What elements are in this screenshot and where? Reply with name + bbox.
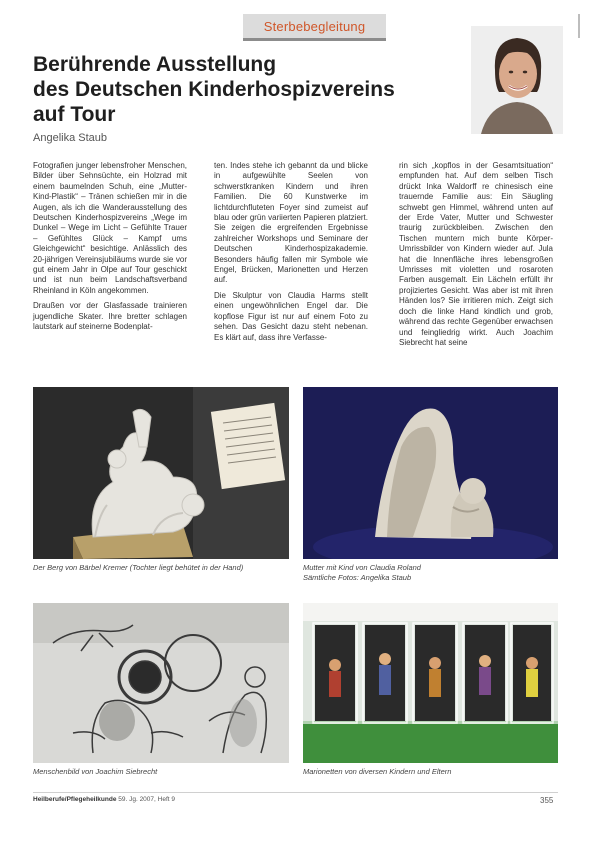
title-line-3: auf Tour [33,103,116,126]
section-label: Sterbebegleitung [263,18,366,34]
author-portrait [471,26,563,134]
page-number: 355 [540,796,554,805]
photo-mother-child-sculpture [303,387,558,559]
header-rule [578,14,580,38]
paragraph: Die Skulptur von Claudia Harms stellt einen ungewöhnlichen Engel dar. Die kopflose Figur ist nur auf einem Foto zu sehen. Das Gesicht dazu steht nebenan. Es klärt auf, dass ihre Verfasse- [214,290,368,342]
photo-mountain-sculpture [33,387,289,559]
text-column-2 [214,161,368,348]
issue-info: 59. Jg. 2007, Heft 9 [118,796,175,803]
journal-name: Heilberufe/Pflegeheilkunde [33,796,117,803]
author-name: Angelika Staub [33,132,107,144]
paragraph: Fotografien junger lebensfroher Menschen, Bilder über Sehnsüchte, ein Holzrad mit einem baumelnden Schuh, eine „Mutter-Kind-Plastik“ – Tränen schießen mir in die Augen, als ich die Wanderausstellung des Deutschen Kinderhospizvereins „Wege im Dunkel – Wege im Licht – Gefühlte Trauer – Gefühltes Glück – Kampf ums Gleichgewicht“ besichtige. Anlässlich des 20-jährigen Vereinsjubiläums wurde sie vor gut einem Jahr in Olpe auf Tour geschickt und ist nun beim Landschaftsverband Rheinland in Köln angekommen. [33,161,187,295]
caption-line: Mutter mit Kind von Claudia Roland [303,563,421,572]
paragraph: ten. Indes stehe ich gebannt da und blicke in aufgewühlte Seelen von schwerstkranken Kindern und ihren Familien. Die 60 Kunstwerke im lichtdurchfluteten Foyer sind zumeist auf blau oder grün variierten Papieren platziert. Sie zeigen die ergreifenden Ergebnisse zahlreicher Workshops und Seminare der Deutschen Kinderhospizakademie. Besonders häufig fallen mir Symbole wie Engel, Brücken, Marionetten und Herzen auf. [214,161,368,285]
title-line-1: Berührende Ausstellung [33,53,277,76]
caption: Der Berg von Bärbel Kremer (Tochter liegt behütet in der Hand) [33,563,244,572]
article-title [33,52,433,127]
footer-rule [33,792,558,793]
section-tab [243,14,386,41]
caption: Marionetten von diversen Kindern und Eltern [303,767,452,776]
photo-marionettes [303,603,558,763]
photo-credit: Sämtliche Fotos: Angelika Staub [303,572,412,582]
paragraph: rin sich „kopflos in der Gesamtsituation“ empfunden hat. Auf dem selben Tisch drückt Inka Waldorff re chinesisch eine trauernde Familie aus: Ein Säugling schwebt gen Himmel, während unten auf der Erde Vater, Mutter und Schwester traurig zurückbleiben. Zwischen den Tischen muntern mich bunte Körper-Umrissbilder von Kindern wieder auf. Jula hat die Innenfläche ihres lebensgroßen Umrisses mit violetten und rosaroten Farben ausgemalt. Ein Lächeln erfüllt ihr projiziertes Gesicht. Was aber ist mit ihren Händen los? Sie irritieren mich. Zeigt sich doch die linke Hand kindlich und grob, während das rechte Gegenüber erwachsen und feingliedrig wirkt. Auch Joachim Siebrecht hat seine [399,161,553,347]
paragraph: Draußen vor der Glasfassade trainieren jugendliche Skater. Ihre bretter schlagen lautstark auf steinerne Bodenplat- [33,301,187,332]
footer-citation [33,796,175,803]
photo-human-drawing [33,603,289,763]
text-column-3 [399,161,553,353]
caption [303,563,553,582]
text-column-1 [33,161,187,338]
title-line-2: des Deutschen Kinderhospizvereins [33,78,395,101]
caption: Menschenbild von Joachim Siebrecht [33,767,158,776]
